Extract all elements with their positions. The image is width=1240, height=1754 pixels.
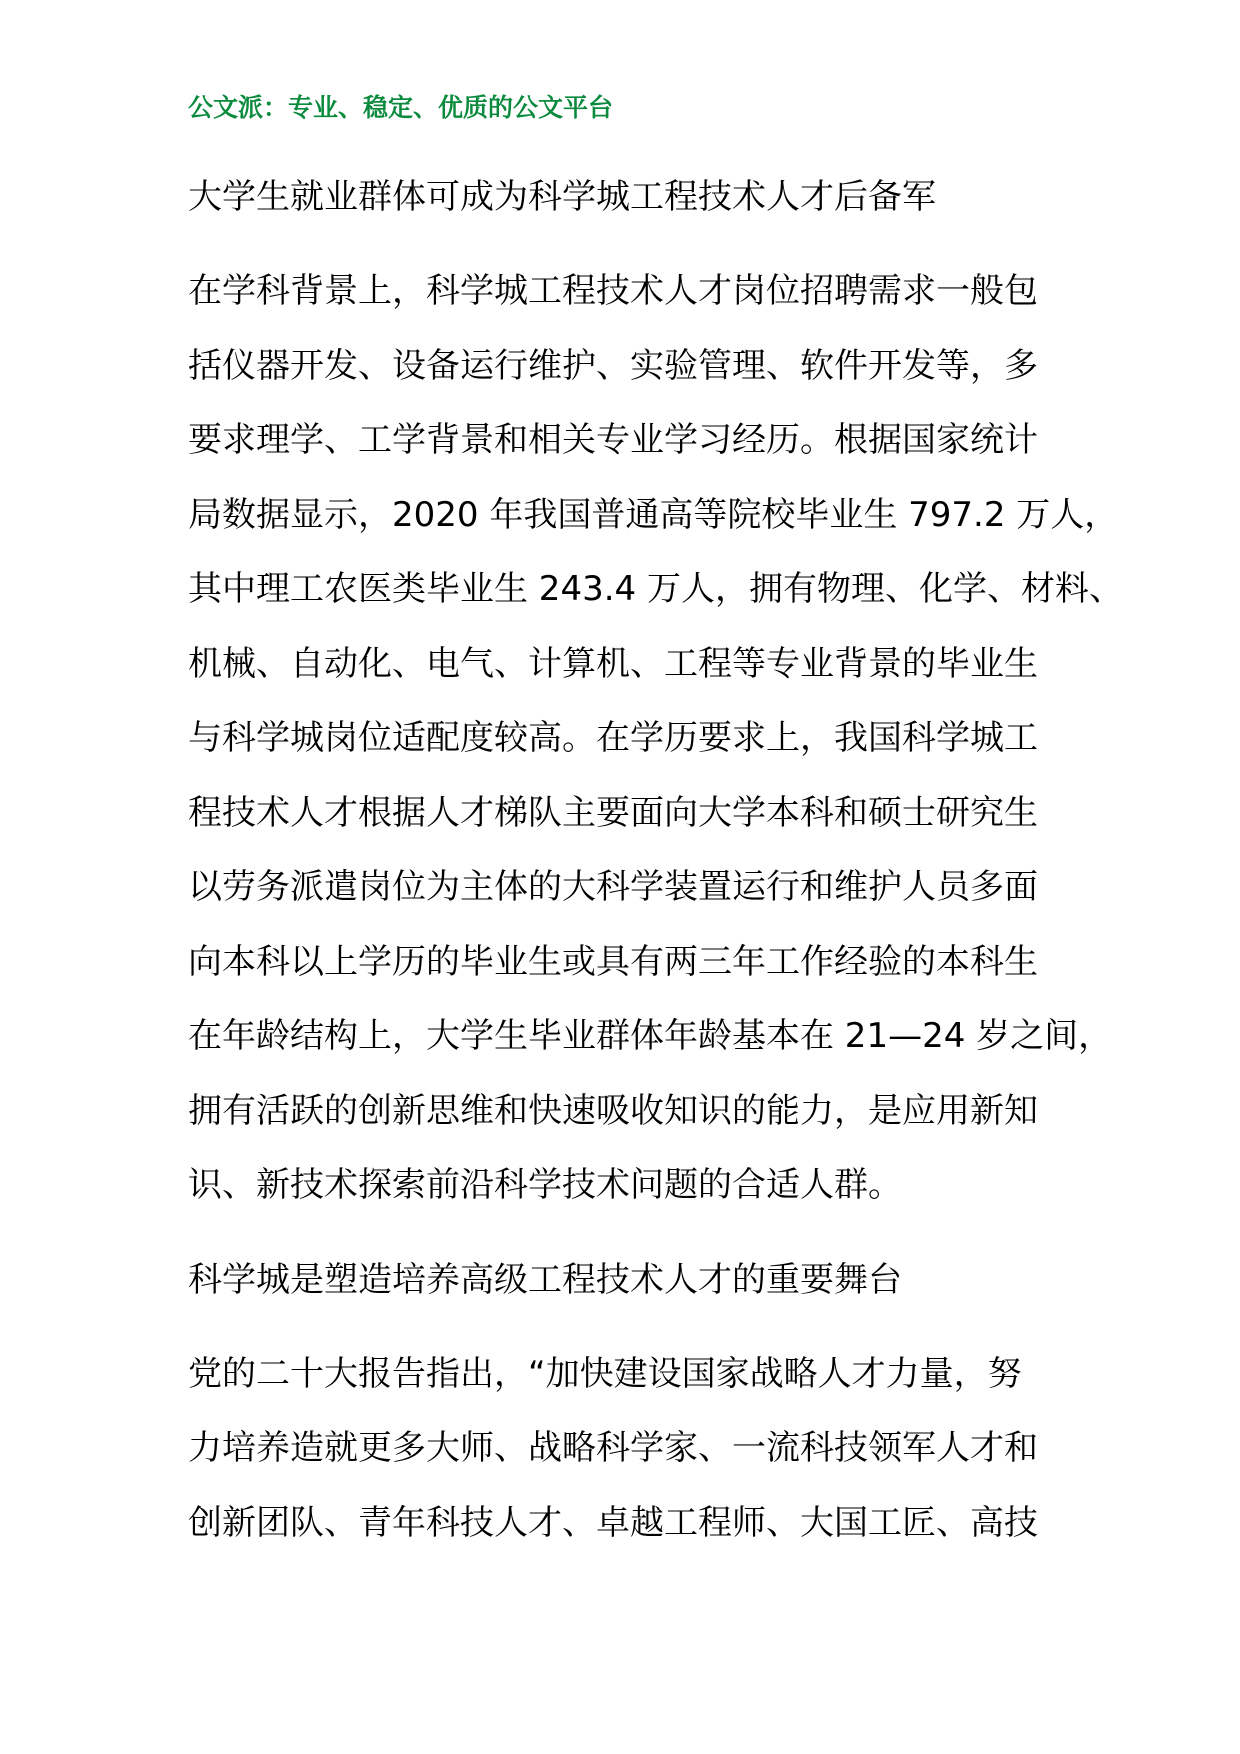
paragraph-line: 力培养造就更多大师、战略科学家、一流科技领军人才和 bbox=[188, 1428, 1038, 1468]
spacer bbox=[188, 1309, 1088, 1337]
section-title: 大学生就业群体可成为科学城工程技术人才后备军 bbox=[188, 177, 936, 217]
paragraph-line: 程技术人才根据人才梯队主要面向大学本科和硕士研究生 bbox=[188, 792, 1038, 833]
section-title: 科学城是塑造培养高级工程技术人才的重要舞台 bbox=[188, 1259, 902, 1300]
paragraph-line: 括仪器开发、设备运行维护、实验管理、软件开发等，多 bbox=[188, 345, 1038, 386]
paragraph-line: 其中理工农医类毕业生 243.4 万人，拥有物理、化学、材料、 bbox=[188, 569, 1123, 609]
spacer bbox=[188, 1223, 1088, 1251]
spacer bbox=[188, 226, 1088, 254]
paragraph-line: 向本科以上学历的毕业生或具有两三年工作经验的本科生 bbox=[188, 941, 1038, 982]
paragraph-line: 要求理学、工学背景和相关专业学习经历。根据国家统计 bbox=[188, 420, 1038, 460]
paragraph-line: 识、新技术探索前沿科学技术问题的合适人群。 bbox=[188, 1165, 902, 1205]
paragraph-line: 局数据显示，2020 年我国普通高等院校毕业生 797.2 万人， bbox=[188, 494, 1119, 535]
paragraph bbox=[188, 254, 1123, 1223]
paragraph-line: 在年龄结构上，大学生毕业群体年龄基本在 21—24 岁之间， bbox=[188, 1016, 1113, 1056]
paragraph bbox=[188, 1337, 1088, 1561]
paragraph-line: 与科学城岗位适配度较高。在学历要求上，我国科学城工 bbox=[188, 718, 1038, 758]
paragraph-line: 党的二十大报告指出，“加快建设国家战略人才力量，努 bbox=[188, 1353, 1022, 1394]
paragraph-line: 以劳务派遣岗位为主体的大科学装置运行和维护人员多面 bbox=[188, 867, 1038, 907]
paragraph-line: 机械、自动化、电气、计算机、工程等专业背景的毕业生 bbox=[188, 643, 1038, 684]
paragraph-line: 在学科背景上，科学城工程技术人才岗位招聘需求一般包 bbox=[188, 271, 1038, 311]
paragraph-line: 拥有活跃的创新思维和快速吸收知识的能力，是应用新知 bbox=[188, 1090, 1038, 1131]
header-brand-text: 公文派：专业、稳定、优质的公文平台 bbox=[188, 93, 614, 122]
paragraph-line: 创新团队、青年科技人才、卓越工程师、大国工匠、高技 bbox=[188, 1502, 1038, 1543]
document-body bbox=[188, 168, 1123, 1560]
